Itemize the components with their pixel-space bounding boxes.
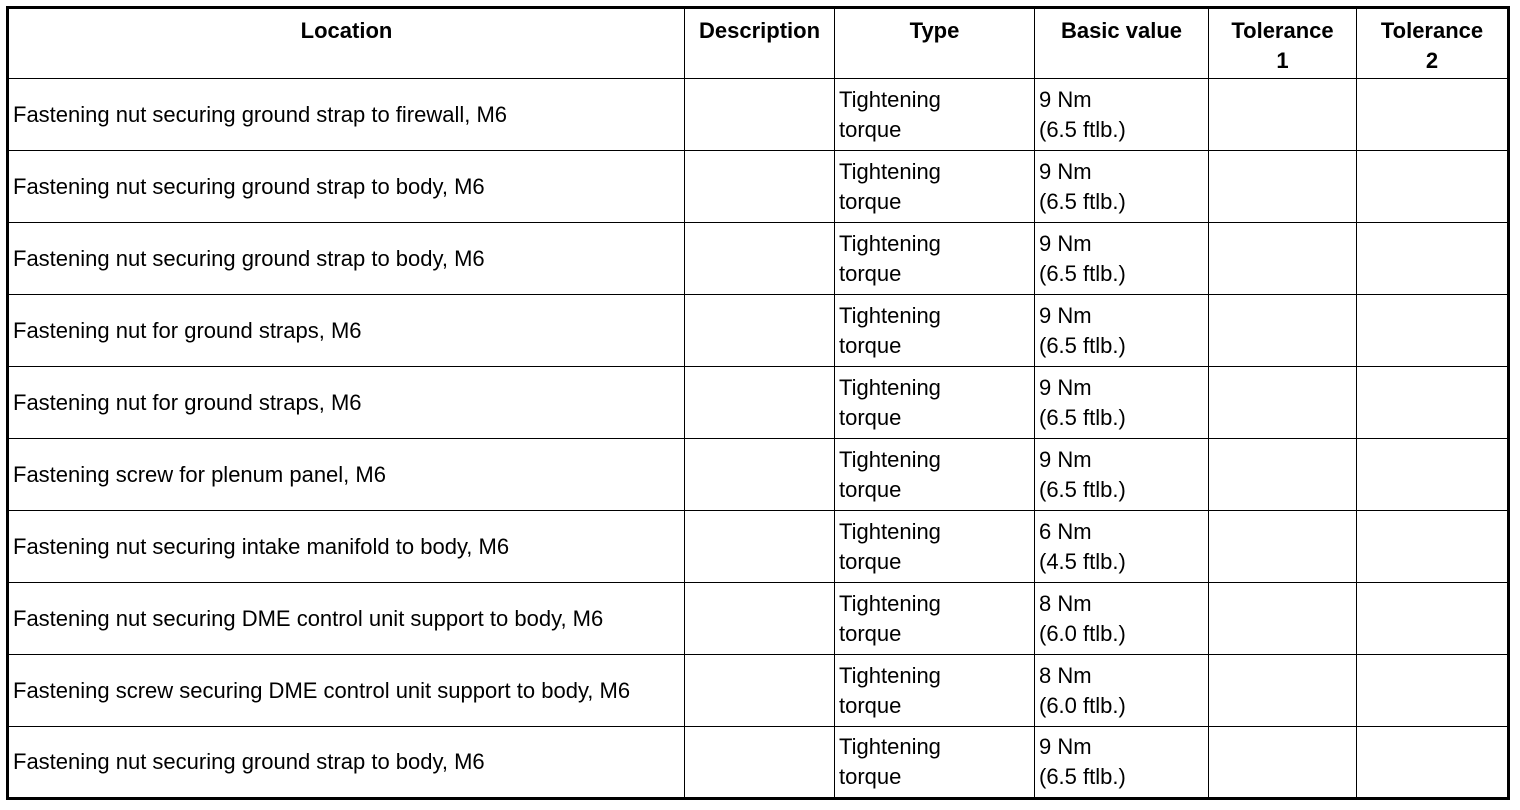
cell-basic-value xyxy=(1035,727,1209,799)
header-tolerance-1-line2: 1 xyxy=(1276,48,1289,73)
table-row xyxy=(8,727,1509,799)
cell-location: Fastening screw for plenum panel, M6 xyxy=(8,439,685,511)
cell-type-type-line2: torque xyxy=(839,692,902,718)
cell-type-type-line1: Tightening xyxy=(839,518,941,544)
table-header-row xyxy=(8,8,1509,79)
cell-description xyxy=(685,151,835,223)
cell-location: Fastening nut securing ground strap to body, M6 xyxy=(8,151,685,223)
cell-description xyxy=(685,295,835,367)
cell-tolerance-2 xyxy=(1357,655,1509,727)
cell-type-type-line1: Tightening xyxy=(839,734,941,759)
cell-location: Fastening nut securing DME control unit support to body, M6 xyxy=(8,583,685,655)
cell-basic-value xyxy=(1035,79,1209,151)
cell-basic-value-value-metric: 9 Nm xyxy=(1039,446,1092,472)
cell-description xyxy=(685,439,835,511)
cell-tolerance-2 xyxy=(1357,367,1509,439)
cell-type xyxy=(835,367,1035,439)
cell-tolerance-2 xyxy=(1357,79,1509,151)
cell-type-type-line1: Tightening xyxy=(839,446,941,472)
cell-tolerance-2 xyxy=(1357,727,1509,799)
cell-basic-value-value-metric: 9 Nm xyxy=(1039,734,1092,759)
header-description: Description xyxy=(685,8,835,79)
cell-type-type-line1: Tightening xyxy=(839,86,941,112)
cell-basic-value-value-metric: 9 Nm xyxy=(1039,302,1092,328)
cell-type-type-line2: torque xyxy=(839,476,902,502)
table-body xyxy=(8,79,1509,799)
cell-type-type-line2: torque xyxy=(839,620,902,646)
cell-tolerance-2 xyxy=(1357,583,1509,655)
cell-tolerance-1 xyxy=(1209,367,1357,439)
cell-basic-value-value-imperial: (6.5 ftlb.) xyxy=(1039,764,1126,789)
cell-type-type-line2: torque xyxy=(839,116,902,142)
cell-tolerance-2 xyxy=(1357,295,1509,367)
cell-basic-value-value-imperial: (6.5 ftlb.) xyxy=(1039,404,1126,430)
cell-basic-value-value-imperial: (6.0 ftlb.) xyxy=(1039,620,1126,646)
tightening-torque-table xyxy=(6,6,1510,800)
cell-type xyxy=(835,79,1035,151)
cell-tolerance-1 xyxy=(1209,727,1357,799)
cell-type xyxy=(835,727,1035,799)
cell-location: Fastening nut for ground straps, M6 xyxy=(8,295,685,367)
cell-basic-value-value-imperial: (6.5 ftlb.) xyxy=(1039,116,1126,142)
table-row xyxy=(8,583,1509,655)
cell-location: Fastening nut securing intake manifold to body, M6 xyxy=(8,511,685,583)
cell-basic-value xyxy=(1035,223,1209,295)
header-tolerance-1 xyxy=(1209,8,1357,79)
cell-type-type-line1: Tightening xyxy=(839,302,941,328)
cell-basic-value-value-metric: 8 Nm xyxy=(1039,590,1092,616)
cell-type-type-line1: Tightening xyxy=(839,230,941,256)
table-row xyxy=(8,655,1509,727)
cell-tolerance-1 xyxy=(1209,79,1357,151)
cell-type xyxy=(835,511,1035,583)
cell-basic-value-value-metric: 9 Nm xyxy=(1039,158,1092,184)
cell-basic-value-value-metric: 9 Nm xyxy=(1039,230,1092,256)
cell-tolerance-1 xyxy=(1209,655,1357,727)
cell-tolerance-1 xyxy=(1209,295,1357,367)
cell-description xyxy=(685,79,835,151)
cell-type-type-line2: torque xyxy=(839,260,902,286)
table-row xyxy=(8,439,1509,511)
cell-basic-value-value-imperial: (6.5 ftlb.) xyxy=(1039,332,1126,358)
cell-type-type-line2: torque xyxy=(839,332,902,358)
cell-type-type-line1: Tightening xyxy=(839,374,941,400)
cell-description xyxy=(685,367,835,439)
cell-tolerance-2 xyxy=(1357,223,1509,295)
header-basic-value: Basic value xyxy=(1035,8,1209,79)
cell-type-type-line2: torque xyxy=(839,764,902,789)
cell-tolerance-2 xyxy=(1357,151,1509,223)
header-type: Type xyxy=(835,8,1035,79)
cell-basic-value xyxy=(1035,511,1209,583)
cell-tolerance-1 xyxy=(1209,223,1357,295)
cell-tolerance-1 xyxy=(1209,439,1357,511)
cell-type xyxy=(835,295,1035,367)
header-tolerance-2-line1: Tolerance xyxy=(1380,18,1484,43)
cell-basic-value-value-metric: 9 Nm xyxy=(1039,374,1092,400)
cell-basic-value xyxy=(1035,439,1209,511)
cell-description xyxy=(685,655,835,727)
cell-type-type-line1: Tightening xyxy=(839,662,941,688)
table-row xyxy=(8,367,1509,439)
cell-description xyxy=(685,727,835,799)
cell-basic-value-value-imperial: (6.5 ftlb.) xyxy=(1039,260,1126,286)
cell-location: Fastening screw securing DME control unit support to body, M6 xyxy=(8,655,685,727)
cell-tolerance-1 xyxy=(1209,151,1357,223)
cell-basic-value xyxy=(1035,583,1209,655)
cell-tolerance-1 xyxy=(1209,583,1357,655)
header-tolerance-2-line2: 2 xyxy=(1425,48,1439,73)
cell-description xyxy=(685,583,835,655)
cell-location: Fastening nut securing ground strap to body, M6 xyxy=(8,223,685,295)
cell-basic-value xyxy=(1035,295,1209,367)
cell-basic-value-value-metric: 9 Nm xyxy=(1039,86,1092,112)
cell-type xyxy=(835,583,1035,655)
cell-basic-value-value-metric: 6 Nm xyxy=(1039,518,1092,544)
cell-type xyxy=(835,151,1035,223)
cell-type xyxy=(835,439,1035,511)
header-tolerance-1-line1: Tolerance xyxy=(1231,18,1334,43)
cell-tolerance-1 xyxy=(1209,511,1357,583)
cell-basic-value xyxy=(1035,151,1209,223)
cell-type-type-line2: torque xyxy=(839,404,902,430)
cell-basic-value-value-imperial: (4.5 ftlb.) xyxy=(1039,548,1126,574)
cell-type xyxy=(835,223,1035,295)
cell-basic-value-value-imperial: (6.5 ftlb.) xyxy=(1039,188,1126,214)
table-row xyxy=(8,295,1509,367)
cell-type-type-line2: torque xyxy=(839,188,902,214)
cell-type-type-line1: Tightening xyxy=(839,590,941,616)
cell-type-type-line1: Tightening xyxy=(839,158,941,184)
table-row xyxy=(8,79,1509,151)
cell-basic-value-value-metric: 8 Nm xyxy=(1039,662,1092,688)
cell-basic-value xyxy=(1035,655,1209,727)
cell-location: Fastening nut for ground straps, M6 xyxy=(8,367,685,439)
cell-description xyxy=(685,223,835,295)
cell-type-type-line2: torque xyxy=(839,548,902,574)
header-tolerance-2 xyxy=(1357,8,1509,79)
table-row xyxy=(8,151,1509,223)
cell-basic-value-value-imperial: (6.0 ftlb.) xyxy=(1039,692,1126,718)
cell-type xyxy=(835,655,1035,727)
table-row xyxy=(8,511,1509,583)
cell-tolerance-2 xyxy=(1357,439,1509,511)
cell-basic-value xyxy=(1035,367,1209,439)
cell-basic-value-value-imperial: (6.5 ftlb.) xyxy=(1039,476,1126,502)
cell-location: Fastening nut securing ground strap to body, M6 xyxy=(8,727,685,799)
cell-description xyxy=(685,511,835,583)
table-row xyxy=(8,223,1509,295)
cell-tolerance-2 xyxy=(1357,511,1509,583)
cell-location: Fastening nut securing ground strap to firewall, M6 xyxy=(8,79,685,151)
header-location: Location xyxy=(8,8,685,79)
